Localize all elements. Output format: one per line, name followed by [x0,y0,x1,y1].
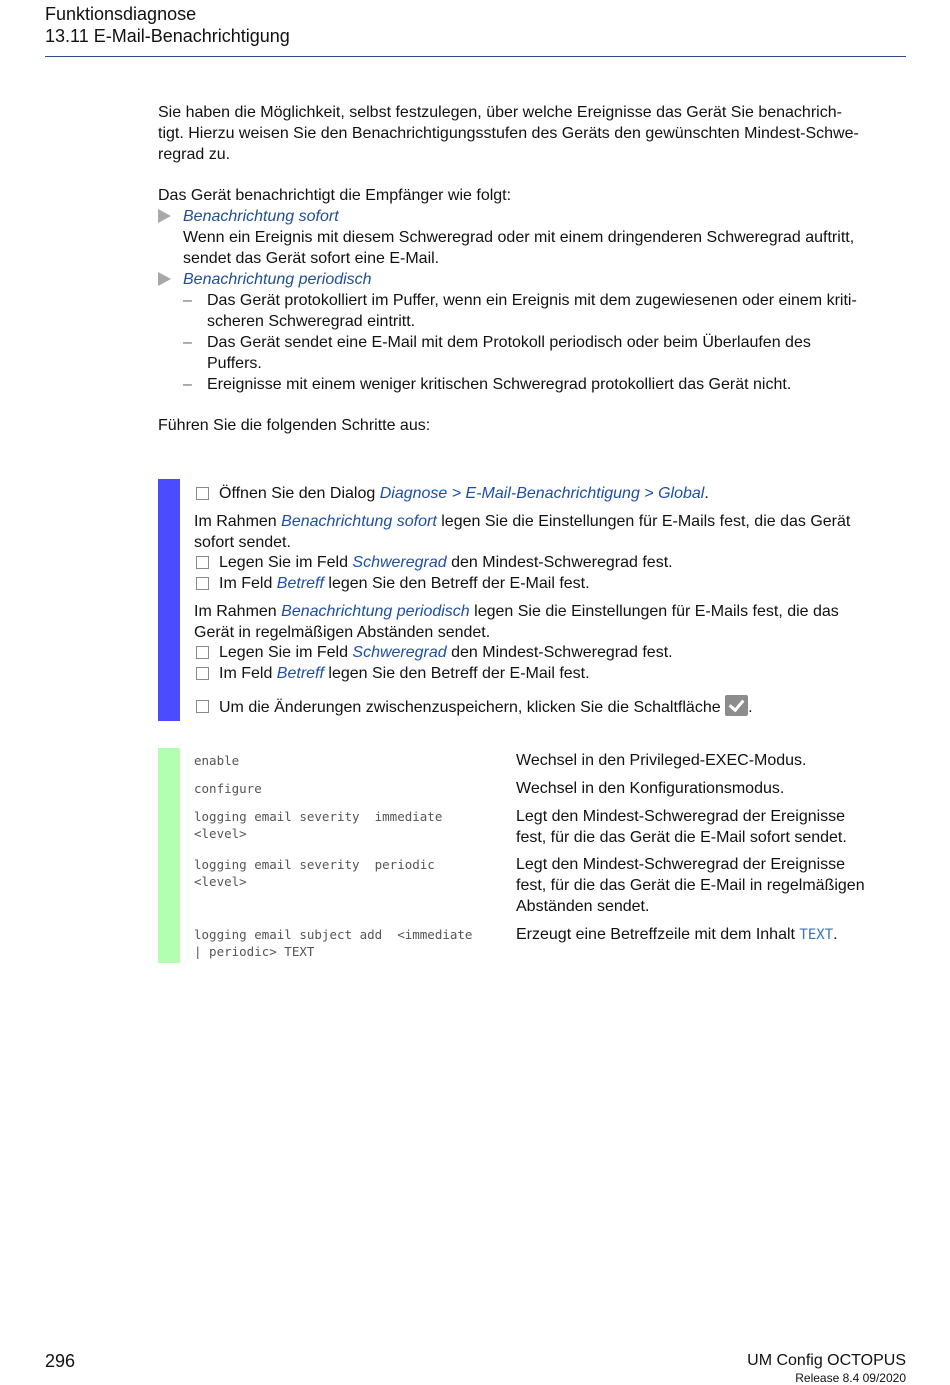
desc-line: fest, für die das Gerät die E-Mail in regelmäßigen [516,877,865,894]
steps-lead: Führen Sie die folgenden Schritte aus: [158,417,431,434]
frame-immediate-paragraph [194,511,906,553]
header-rule [45,56,906,57]
para-text: legen Sie die Einstellungen für E-Mails fest, die das [469,603,839,620]
body-line: Das Gerät protokolliert im Puffer, wenn ein Ereignis mit dem zugewiesenen oder einem kriti- [207,292,857,309]
para-text: legen Sie die Einstellungen für E-Mails fest, die das Gerät [436,513,851,530]
frame-periodic-paragraph [194,601,906,643]
field-link: Betreff [276,665,324,682]
body-line: Puffers. [207,355,262,372]
checkbox-icon [196,487,209,500]
field-link: Schweregrad [352,644,447,661]
frame-link: Benachrichtung periodisch [281,603,470,620]
dash-mark: – [183,334,192,351]
checkbox-icon [196,556,209,569]
desc-text: Erzeugt eine Betreffzeile mit dem Inhalt [516,926,800,943]
intro-paragraph [158,102,906,165]
cli-command: logging email subject add <immediate | periodic> TEXT [194,927,473,959]
step-text: . [748,699,753,716]
desc-line: Abständen sendet. [516,898,650,915]
step-text: Legen Sie im Feld [219,644,353,661]
step-text: Legen Sie im Feld [219,554,353,571]
desc-text: . [833,926,838,943]
body-line: Ereignisse mit einem weniger kritischen Schweregrad protokolliert das Gerät nicht. [207,376,792,393]
text-parameter: TEXT [799,927,834,943]
body-line: Das Gerät sendet eine E-Mail mit dem Protokoll periodisch oder beim Überlaufen des [207,334,811,351]
dash-mark: – [183,292,192,309]
cli-description [516,924,906,946]
step-open-dialog [219,483,709,504]
step-subject [219,663,590,684]
step-text: Im Feld [219,665,277,682]
section-title: 13.11 E-Mail-Benachrichtigung [45,26,290,46]
checkbox-icon [196,700,209,713]
cli-command: logging email severity immediate <level> [194,809,443,841]
intro-line: regrad zu. [158,146,231,163]
step-text: legen Sie den Betreff der E-Mail fest. [323,665,590,682]
chapter-title: Funktionsdiagnose [45,4,197,24]
step-severity [219,552,673,573]
body-line: sendet das Gerät sofort eine E-Mail. [183,250,440,267]
para-text: sofort sendet. [194,534,291,551]
field-link: Schweregrad [352,554,447,571]
checkbox-icon [196,667,209,680]
frame-link: Benachrichtung sofort [281,513,437,530]
triangle-right-icon [158,209,171,223]
intro-line: Sie haben die Möglichkeit, selbst festzulegen, über welche Ereignisse das Gerät Sie benachrich- [158,104,842,121]
step-text: Im Feld [219,575,277,592]
running-header [45,3,290,47]
release-info: Release 8.4 09/2020 [795,1371,906,1385]
step-subject [219,573,590,594]
body-line: scheren Schweregrad eintritt. [207,313,416,330]
body-line: Wenn ein Ereignis mit diesem Schweregrad oder mit einem dringenderen Schweregrad auftritt, [183,229,855,246]
cli-command: configure [194,781,262,796]
triangle-right-icon [158,272,171,286]
bullet-title: Benachrichtung sofort [183,208,339,225]
step-text: Um die Änderungen zwischenzuspeichern, klicken Sie die Schaltfläche [219,699,726,716]
step-text: . [704,485,709,502]
cli-instructions-bar [158,748,180,963]
cli-command: logging email severity periodic <level> [194,857,435,889]
cli-description: Wechsel in den Privileged-EXEC-Modus. [516,752,807,769]
cli-command: enable [194,753,240,768]
para-text: Im Rahmen [194,513,282,530]
step-text: legen Sie den Betreff der E-Mail fest. [323,575,590,592]
desc-line: Legt den Mindest-Schweregrad der Ereignisse [516,808,846,825]
dash-mark: – [183,376,192,393]
cli-description: Wechsel in den Konfigurationsmodus. [516,780,785,797]
para-text: Gerät in regelmäßigen Abständen sendet. [194,624,491,641]
step-text: Öffnen Sie den Dialog [219,485,380,502]
document-title: UM Config OCTOPUS [747,1352,906,1369]
step-save [219,695,753,718]
page-number: 296 [45,1351,76,1371]
para-text: Im Rahmen [194,603,282,620]
desc-line: Legt den Mindest-Schweregrad der Ereignisse [516,856,846,873]
intro-lead: Das Gerät benachrichtigt die Empfänger wie folgt: [158,187,512,204]
step-severity [219,642,673,663]
cli-description [516,854,906,917]
dialog-path-link[interactable]: Diagnose > E-Mail-Benachrichtigung > Global [379,485,705,502]
checkbox-icon [196,577,209,590]
step-text: den Mindest-Schweregrad fest. [446,644,673,661]
intro-line: tigt. Hierzu weisen Sie den Benachrichtigungsstufen des Geräts den gewünschten Mindest-Schwe- [158,125,859,142]
cli-description [516,806,906,848]
checkmark-icon[interactable] [725,695,748,716]
bullet-title: Benachrichtung periodisch [183,271,372,288]
field-link: Betreff [276,575,324,592]
step-text: den Mindest-Schweregrad fest. [446,554,673,571]
desc-line: fest, für die das Gerät die E-Mail sofort sendet. [516,829,847,846]
gui-instructions-bar [158,479,180,721]
checkbox-icon [196,646,209,659]
